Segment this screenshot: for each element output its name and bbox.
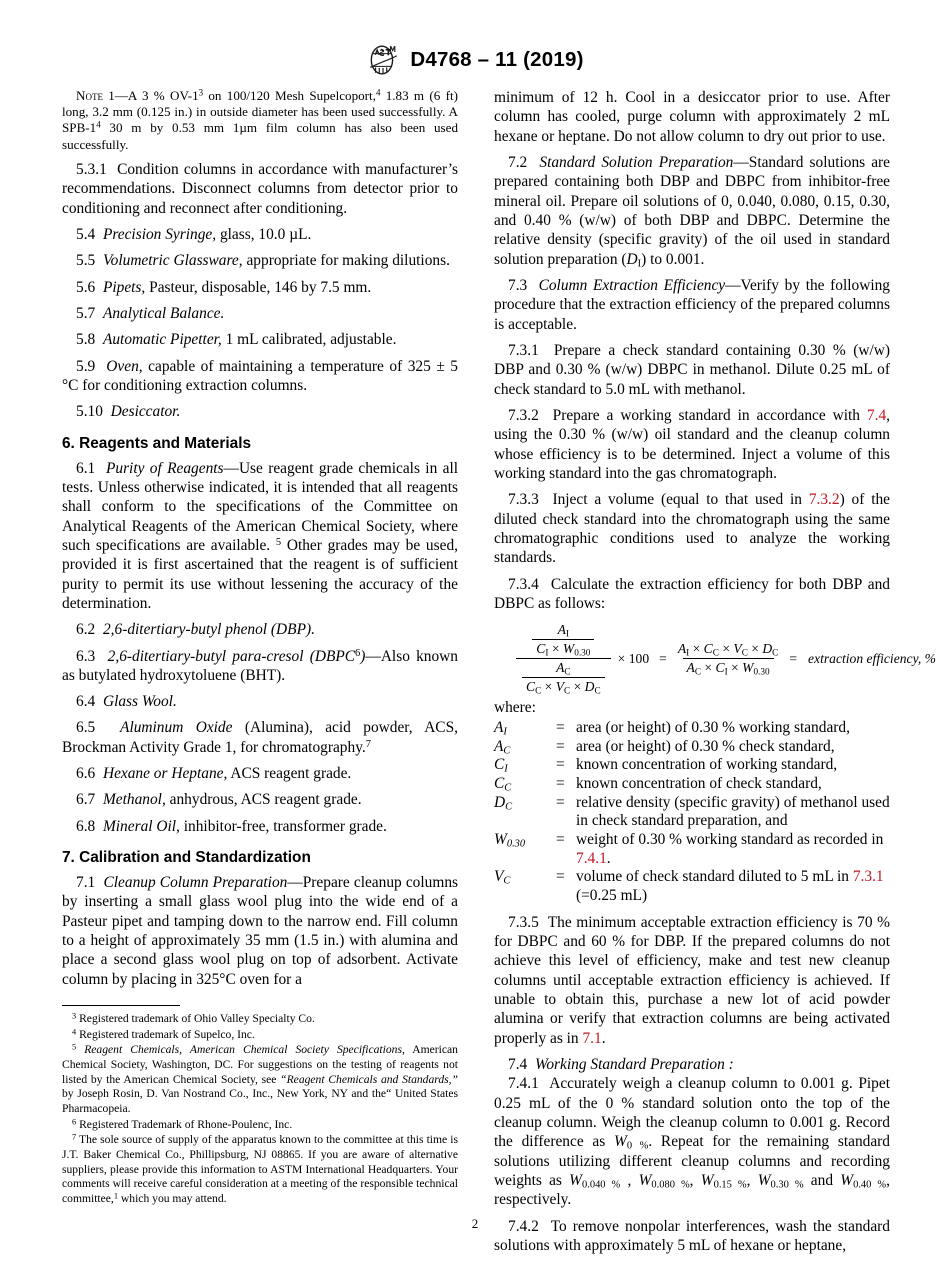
inner-fraction-top (532, 622, 594, 657)
paragraph-6-1 (62, 459, 458, 614)
definition-symbol (494, 868, 552, 887)
paragraph-number: 6.3 (76, 647, 96, 665)
paragraph-number: 6.6 (76, 765, 96, 783)
footnote-ref-5[interactable]: 5 (275, 536, 282, 548)
footnote-marker: 3 (72, 1011, 77, 1021)
weight-var: W (840, 1171, 854, 1189)
paragraph-number: 5.3.1 (76, 160, 107, 178)
symbol-letter: A (494, 719, 504, 737)
left-column (62, 88, 458, 1255)
paragraph-text-b: , using the 0.30 % (w/w) oil standard and the cleanup column whose efficiency is to be determined. Inject a volume of this working standard into the gas chromatograph. (494, 406, 891, 482)
definition-equals: = (556, 756, 565, 774)
inner-fraction-bottom (522, 660, 605, 695)
paragraph-text: appropriate for making dilutions. (246, 252, 450, 270)
paragraph-7-4 (494, 1055, 890, 1074)
definition-equals: = (556, 831, 565, 849)
paragraph-6-6 (62, 764, 458, 783)
paragraph-7-3-4 (494, 575, 890, 614)
paragraph-number: 7.3.2 (508, 406, 539, 424)
paragraph-text-b: Other grades may be used, provided it is first ascertained that the reagent is of sufficient purity to permit its use without lessening the accuracy of the determination. (62, 536, 458, 612)
paragraph-number: 6.7 (76, 791, 96, 809)
inner-bottom-denominator: $C_C \times V_C \times D_C$ (522, 677, 605, 695)
term: Working Standard Preparation : (534, 1055, 734, 1073)
definition-continuation (576, 850, 890, 869)
symbol-subscript: C (504, 782, 512, 794)
footnote-title-a: Reagent Chemicals, American Chemical Society Specifications (84, 1043, 402, 1057)
definition-continuation-after: . (606, 849, 611, 867)
footnote-ref-3[interactable]: 3 (198, 87, 204, 98)
term: Analytical Balance. (102, 304, 225, 322)
definition-equals: = (556, 793, 565, 811)
paragraph-number: 7.4.1 (508, 1075, 539, 1093)
definition-text: known concentration of working standard, (576, 756, 838, 774)
variable-D: D (626, 250, 638, 268)
document-designation: D4768 – 11 (2019) (410, 48, 584, 71)
symbol-subscript: C (503, 875, 511, 887)
footnote-ref-4b[interactable]: 4 (96, 120, 101, 131)
note-1 (62, 88, 458, 153)
footnote-marker: 5 (72, 1042, 77, 1052)
footnote-inline-ref-1[interactable]: 1 (113, 1191, 119, 1201)
symbol-letter: C (494, 775, 505, 793)
paragraph-number: 6.2 (76, 621, 96, 639)
paragraph-7-4-1: 7.4.1 Accurately weigh a cleanup column to 0.001 g. Pipet 0.25 mL of the 0 % standard solution onto the top of the cleanup column. Weigh the cleanup column to 0.001 g. Record the difference as $W_{0 \%}$. Repeat for the remaining standard solutions utilizing different cleanup columns and recording weights as $W_{0.040 \%}$ , $W_{0.080 \%}$, $W_{0.15 \%}$, $W_{0.30 \%}$ and $W_{0.40 \%}$, respectively. (494, 1075, 890, 1209)
paragraph-6-2 (62, 620, 458, 639)
definition-text: weight of 0.30 % working standard as recorded in (576, 831, 884, 849)
paragraph-text-c: respectively. (494, 1191, 572, 1209)
paragraph-text: glass, 10.0 µL. (219, 225, 312, 243)
footnote-ref-7[interactable]: 7 (365, 738, 371, 750)
definition-text: known concentration of check standard, (576, 775, 822, 793)
definition-text: area (or height) of 0.30 % check standard, (576, 737, 835, 755)
definition-text (576, 868, 890, 887)
paragraph-5-5 (62, 251, 458, 270)
definition-symbol (494, 756, 552, 775)
fraction-denominator (516, 658, 611, 695)
weight-var: W (638, 1171, 652, 1189)
footnote-text: Registered trademark of Supelco, Inc. (79, 1027, 255, 1041)
term: Hexane or Heptane, (102, 765, 228, 783)
paragraph-number: 7.3 (508, 276, 528, 294)
paragraph-number: 7.2 (508, 153, 528, 171)
paragraph-text: Pasteur, disposable, 146 by 7.5 mm. (149, 278, 372, 296)
paragraph-text: inhibitor-free, transformer grade. (183, 817, 387, 835)
symbol-letter: W (494, 831, 507, 849)
term-b: ) (360, 647, 366, 665)
footnote-ref-6[interactable]: 6 (355, 647, 361, 659)
equation-times-100: × 100 (617, 650, 650, 666)
paragraph-text: —Prepare cleanup columns by inserting a small glass wool plug into the wide end of a Pasteur pipet and tamping down to the narrow end. Fill column to a height of approximately 35 mm (1.5 in.) with alumina and place a second glass wool plug on top of adsorbent. Activate column by placing in 325°C oven for a (62, 874, 458, 988)
paragraph-text-a: Prepare a working standard in accordance with (552, 406, 867, 424)
paragraph-text-b: ) of the diluted check standard into the chromatograph using the same chromatographic conditions used to analyze the working standards. (494, 491, 891, 567)
paragraph-7-1 (62, 873, 458, 989)
paragraph-number: 5.8 (76, 331, 96, 349)
paragraph-number: 7.3.5 (508, 913, 539, 931)
paragraph-carryover: minimum of 12 h. Cool in a desiccator prior to use. After column has cooled, purge column with approximately 2 mL hexane or heptane. Do not allow column to dry out prior to use. (494, 89, 890, 145)
term: Desiccator. (110, 403, 181, 421)
definition-text: area (or height) of 0.30 % working standard, (576, 719, 850, 737)
paragraph-text-b: ) to 0.001. (641, 250, 705, 268)
variable-D-subscript: I (637, 258, 642, 270)
rhs-fraction (674, 641, 783, 676)
note-text-c: 1.83 m (6 ft) long, 3.2 mm (0.125 in.) in outside diameter has been used successfully. A SPB-1 (62, 88, 458, 136)
term: Automatic Pipetter, (102, 331, 222, 349)
term: Purity of Reagents (105, 459, 224, 477)
footnote-4 (62, 1028, 458, 1043)
paragraph-text: Condition columns in accordance with manufacturer’s recommendations. Disconnect columns from detector prior to conditioning and reconnect after conditioning. (62, 160, 458, 217)
paragraph-7-3-3 (494, 490, 890, 567)
paragraph-number: 7.1 (76, 874, 96, 892)
paragraph-text-a: Inject a volume (equal to that used in (552, 491, 809, 509)
paragraph-number: 5.4 (76, 225, 96, 243)
fraction-numerator (526, 622, 600, 658)
paragraph-number: 7.3.3 (508, 491, 539, 509)
paragraph-text: ACS reagent grade. (230, 765, 352, 783)
term-a: 2,6-ditertiary-butyl para-cresol (DBPC (107, 647, 356, 665)
note-text-d: 30 m by 0.53 mm 1µm film column has also been used successfully. (62, 120, 458, 152)
footnote-text-b: by Joseph Rosin, D. Van Nostrand Co., Inc., New York, NY and the“ United States Pharmacopeia. (62, 1087, 458, 1116)
definition-symbol (494, 794, 552, 813)
definition-continuation: in check standard preparation, and (576, 812, 788, 830)
footnote-ref-4[interactable]: 4 (375, 87, 381, 98)
footnote-marker: 4 (72, 1027, 77, 1036)
page-header (0, 44, 950, 76)
symbol-letter: D (494, 793, 506, 811)
footnote-list (62, 1012, 458, 1207)
paragraph-text: Calculate the extraction efficiency for both DBP and DBPC as follows: (494, 575, 890, 612)
paragraph-text-a: —Standard solutions are prepared containing both DBP and DBPC from inhibitor-free mineral oil. Prepare oil solutions of 0, 0.040, 0.080, 0.15, 0.30, and 0.40 % (w/w) of both DBP and DBPC. Determine the relative density (specific gravity) of the oil used in standard solution preparation ( (494, 153, 890, 268)
symbol-letter: V (494, 868, 504, 886)
definition-equals: = (556, 775, 565, 793)
paragraph-6-3 (62, 647, 458, 686)
weight-var: W (700, 1171, 714, 1189)
paragraph-5-3-1 (62, 160, 458, 218)
definition-equals: = (556, 719, 565, 737)
equation-equals: = (659, 650, 667, 666)
weight-sub-5: 0.40 % (853, 1179, 887, 1191)
footnote-title-b: “Reagent Chemicals and Standards,” (280, 1072, 459, 1086)
footnote-7 (62, 1133, 458, 1206)
paragraph-text: anhydrous, ACS reagent grade. (169, 791, 362, 809)
paragraph-text: capable of maintaining a temperature of 325 ± 5 °C for conditioning extraction columns. (62, 357, 459, 394)
note-text-b: on 100/120 Mesh Supelcoport, (203, 88, 376, 103)
footnote-5 (62, 1043, 458, 1116)
paragraph-7-3-5 (494, 913, 890, 1048)
extraction-efficiency-equation (494, 622, 936, 696)
paragraph-6-8 (62, 817, 458, 836)
symbol-letter: C (494, 756, 505, 774)
footnote-6 (62, 1118, 458, 1133)
variable-W0-subscript: 0 % (626, 1140, 649, 1152)
paragraph-number: 6.8 (76, 817, 96, 835)
two-column-body (62, 87, 936, 1255)
definition-symbol (494, 775, 552, 794)
inner-top-denominator: $C_I \times W_{0.30}$ (532, 639, 594, 657)
paragraph-text: —Also known as butylated hydroxytoluene (BHT). (62, 647, 458, 684)
weight-sub-2: 0.080 % (651, 1179, 690, 1191)
paragraph-text: —Verify by the following procedure that the extraction efficiency of the prepared columns is acceptable. (494, 276, 891, 333)
paragraph-7-3-1 (494, 341, 890, 399)
inner-top-numerator: $A_I$ (557, 622, 570, 639)
paragraph-text-a: —Use reagent grade chemicals in all tests. Unless otherwise indicated, it is intended that all reagents shall conform to the specifications of the Committee on Analytical Reagents of the American Chemical Society, where such specifications are available. (62, 459, 458, 554)
cross-reference-link[interactable]: 7.4 (866, 406, 887, 424)
paragraph-number: 5.6 (76, 278, 96, 296)
term: Cleanup Column Preparation (103, 874, 288, 892)
weight-sub-4: 0.30 % (770, 1179, 804, 1191)
paragraph-6-5 (62, 718, 458, 757)
where-label: where: (494, 699, 536, 717)
equation-result-label: extraction efficiency, % (808, 650, 936, 666)
footnote-text: Registered trademark of Ohio Valley Specialty Co. (79, 1012, 315, 1026)
term: Oven, (106, 357, 143, 375)
footnote-3 (62, 1012, 458, 1027)
paragraph-number: 5.5 (76, 252, 96, 270)
paragraph-6-7 (62, 790, 458, 809)
footnote-marker: 7 (72, 1132, 77, 1142)
symbol-subscript: I (504, 764, 508, 776)
footnote-marker: 6 (72, 1116, 77, 1126)
cross-reference-link[interactable]: 7.4.1 (576, 849, 607, 867)
symbol-letter: A (494, 737, 504, 755)
section-heading-7: 7. Calibration and Standardization (62, 849, 311, 867)
paragraph-5-6 (62, 278, 458, 297)
term: Column Extraction Efficiency (538, 276, 726, 294)
footnote-text-a: , American Chemical Society, Washington, DC. For suggestions on the testing of reagents not listed by the American Chemical Society, see (62, 1043, 458, 1086)
inner-bottom-numerator: $A_C$ (556, 660, 571, 677)
footnote-text-b: which you may attend. (118, 1191, 227, 1205)
paragraph-number: 5.7 (76, 304, 96, 322)
paragraph-text-a: The minimum acceptable extraction efficiency is 70 % for DBPC and 60 % for DBP. If the prepared columns do not achieve this level of efficiency, make and test new cleanup columns until acceptable extraction efficiency is achieved. If unable to obtain this, purchase a new lot of acid powder alumina or verify that extraction columns are being activated properly as in (494, 913, 890, 1047)
definition-text-a: volume of check standard diluted to 5 mL in (576, 868, 853, 886)
variable-W0: W (614, 1133, 627, 1151)
paragraph-6-4 (62, 692, 458, 711)
paragraph-7-3-2 (494, 406, 890, 483)
definition-symbol (494, 719, 552, 738)
paragraph-7-3 (494, 276, 890, 334)
paragraph-5-10 (62, 402, 458, 421)
paragraph-text: (Alumina), acid powder, ACS, Brockman Activity Grade 1, for chromatography. (62, 719, 458, 756)
weight-sub-1: 0.040 % (581, 1179, 621, 1191)
paragraph-number: 7.3.1 (508, 341, 539, 359)
term: Pipets, (102, 278, 146, 296)
right-column (494, 88, 936, 1255)
compound-fraction (516, 622, 611, 695)
page-number: 2 (471, 1216, 479, 1231)
astm-logo (366, 44, 400, 76)
term: Standard Solution Preparation (539, 153, 734, 171)
symbol-subscript: 0.30 (506, 838, 526, 850)
symbol-subscript: C (505, 801, 513, 813)
definition-text: relative density (specific gravity) of methanol used (576, 793, 890, 811)
term: Volumetric Glassware, (102, 252, 243, 270)
symbol-subscript: I (503, 726, 507, 738)
term: Mineral Oil, (102, 817, 180, 835)
weight-sub-3: 0.15 % (713, 1179, 747, 1191)
paragraph-5-4 (62, 225, 458, 244)
term: 2,6-ditertiary-butyl phenol (DBP). (102, 621, 315, 639)
note-label: Note 1 (76, 88, 115, 103)
weight-var: W (569, 1171, 582, 1189)
paragraph-number: 6.1 (76, 459, 96, 477)
definition-symbol (494, 831, 552, 850)
paragraph-number: 6.4 (76, 693, 96, 711)
paragraph-number: 7.3.4 (508, 575, 539, 593)
section-heading-6: 6. Reagents and Materials (62, 434, 252, 452)
cross-reference-link[interactable]: 7.3.1 (852, 868, 884, 886)
cross-reference-link[interactable]: 7.1 (582, 1029, 602, 1047)
term: Methanol, (102, 791, 166, 809)
paragraph-text-b: . Repeat for the remaining standard solutions utilizing different cleanup columns and recording weights as (494, 1133, 890, 1189)
symbol-subscript: C (503, 745, 511, 757)
footnote-text-a: The sole source of supply of the apparatus known to the committee at this time is J.T. Baker Chemical Co., Phillipsburg, NJ 08865. If you are aware of alternative suppliers, please provide this information to ASTM International Headquarters. Your comments will receive careful consideration at a meeting of the responsible technical committee, (62, 1133, 458, 1205)
definition-equals: = (556, 737, 565, 755)
definition-continuation: (=0.25 mL) (576, 886, 648, 904)
weight-var: W (757, 1171, 771, 1189)
paragraph-number: 7.4 (508, 1055, 528, 1073)
rhs-numerator: $A_I \times C_C \times V_C \times D_C$ (677, 641, 779, 658)
cross-reference-link[interactable]: 7.3.2 (808, 491, 840, 509)
paragraph-5-8 (62, 330, 458, 349)
note-text-a: —A 3 % OV-1 (114, 88, 199, 103)
term: Precision Syringe, (102, 225, 217, 243)
paragraph-number: 5.10 (76, 403, 103, 421)
paragraph-text: 1 mL calibrated, adjustable. (225, 331, 397, 349)
paragraph-text: Prepare a check standard containing 0.30 % (w/w) DBP and 0.30 % (w/w) DBPC in methanol. Dilute 0.25 mL of check standard to 5.0 mL with methanol. (494, 341, 890, 398)
rhs-denominator: $A_C \times C_I \times W_{0.30}$ (683, 658, 774, 676)
definition-symbol (494, 738, 552, 757)
paragraph-text-b: . (601, 1029, 606, 1047)
paragraph-7-2 (494, 153, 890, 269)
equation-result-equals: = (789, 650, 798, 666)
paragraph-text: To remove nonpolar interferences, wash the standard solutions with approximately 5 mL of hexane or heptane, (494, 1217, 890, 1254)
footnote-separator (62, 1005, 180, 1006)
paragraph-text-a: Accurately weigh a cleanup column to 0.001 g. Pipet 0.25 mL of the 0 % standard solution onto the top of the cleanup column. Weigh the cleanup column to 0.001 g. Record the difference as (494, 1075, 890, 1151)
variable-definition-list (494, 719, 890, 905)
paragraph-5-7 (62, 304, 458, 323)
footnote-text: Registered Trademark of Rhone-Poulenc, Inc. (79, 1117, 293, 1131)
paragraph-5-9 (62, 357, 458, 396)
paragraph-number: 6.5 (76, 719, 96, 737)
term: Aluminum Oxide (120, 719, 233, 737)
paragraph-number: 7.4.2 (508, 1217, 539, 1235)
paragraph-number: 5.9 (76, 357, 96, 375)
term: Glass Wool. (102, 693, 177, 711)
definition-equals: = (556, 868, 565, 886)
